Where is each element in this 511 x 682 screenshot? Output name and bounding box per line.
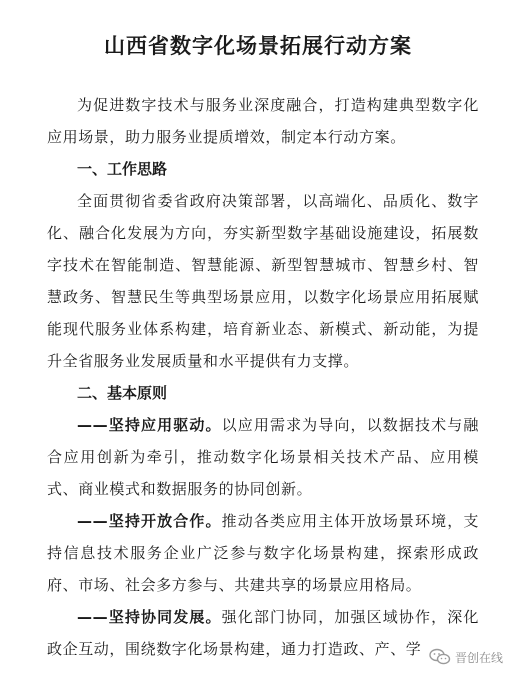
watermark <box>429 648 503 666</box>
principle-lead: ——坚持应用驱动。 <box>77 416 222 434</box>
watermark-label: 晋创在线 <box>454 650 503 665</box>
section-heading-work-approach: 一、工作思路 <box>77 160 168 178</box>
section-heading-basic-principles: 二、基本原则 <box>77 384 168 402</box>
principle-lead: ——坚持开放合作。 <box>77 512 222 530</box>
principle-open-cooperation <box>47 505 479 601</box>
principle-application-driven <box>47 409 479 505</box>
intro-paragraph: 为促进数字技术与服务业深度融合，打造构建典型数字化应用场景，助力服务业提质增效，制定本行动方案。 <box>47 96 479 146</box>
wechat-icon <box>429 648 451 666</box>
principle-lead: ——坚持协同发展。 <box>77 608 222 626</box>
principle-text: 强化部门协同，加强区域协作，深化政企互动，围绕数字化场景构建，通力打造政、产、学 <box>47 608 479 658</box>
principle-text: 以应用需求为导向，以数据技术与融合应用创新为牵引，推动数字化场景相关技术产品、应用模式、商业模式和数据服务的协同创新。 <box>47 416 479 498</box>
principle-coordinated-development <box>47 601 479 665</box>
principle-text: 推动各类应用主体开放场景环境，支持信息技术服务企业广泛参与数字化场景构建，探索形成政府、市场、社会多方参与、共建共享的场景应用格局。 <box>47 512 479 594</box>
work-approach-paragraph: 全面贯彻省委省政府决策部署，以高端化、品质化、数字化、融合化发展为方向，夯实新型数字基础设施建设，拓展数字技术在智能制造、智慧能源、新型智慧城市、智慧乡村、智慧政务、智慧民生等典型场景应用，以数字化场景应用拓展赋能现代服务业体系构建，培育新业态、新模式、新动能，为提升全省服务业发展质量和水平提供有力支撑。 <box>47 192 479 370</box>
document-title: 山西省数字化场景拓展行动方案 <box>104 34 412 58</box>
